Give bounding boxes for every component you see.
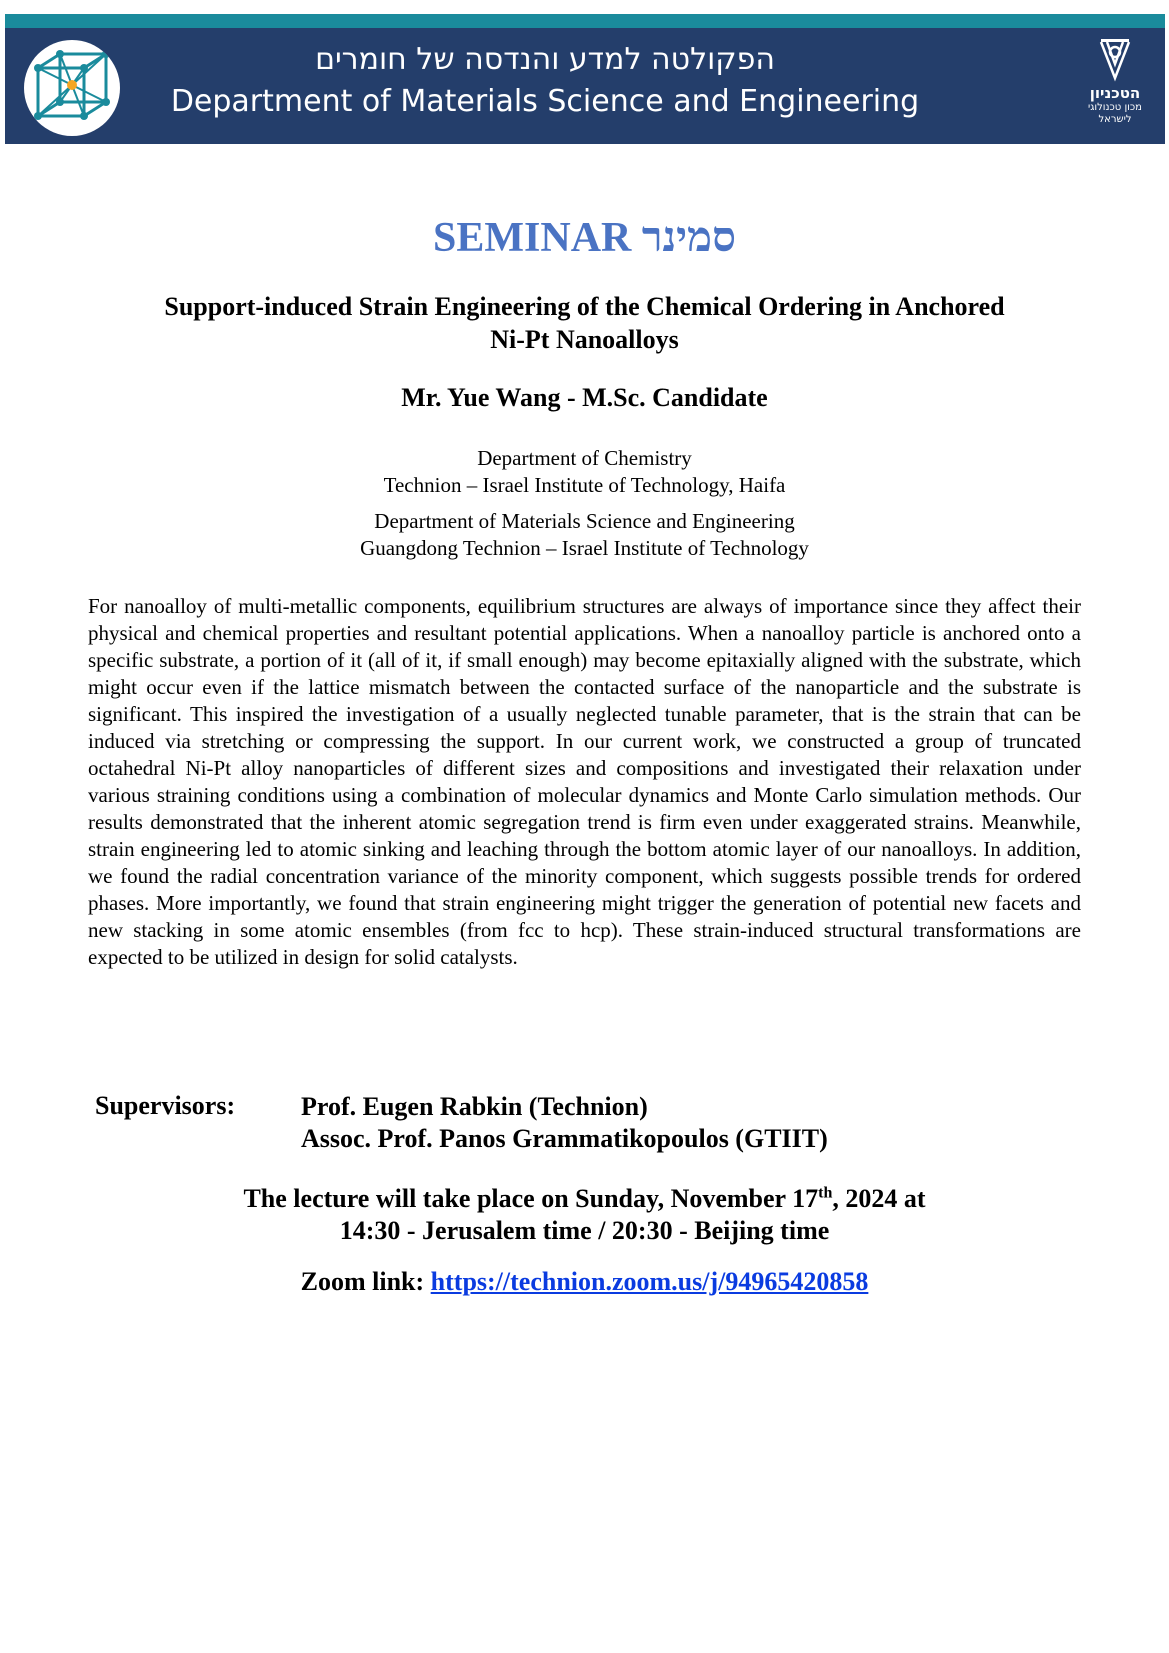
affiliation-2-department: Department of Materials Science and Engineering xyxy=(374,509,795,533)
lecture-date-ordinal: th xyxy=(818,1184,833,1202)
lecture-info xyxy=(0,1183,1169,1247)
lecture-date-suffix: , 2024 at xyxy=(832,1184,926,1213)
affiliation-1 xyxy=(0,445,1169,499)
talk-title-line-2: Ni-Pt Nanoalloys xyxy=(490,325,679,354)
supervisor-1: Prof. Eugen Rabkin (Technion) xyxy=(301,1092,648,1121)
abstract-paragraph: For nanoalloy of multi-metallic components, equilibrium structures are always of importance since they affect their physical and chemical properties and resultant potential applications. When a nanoalloy particle is anchored onto a specific substrate, a portion of it (all of it, if small enough) may become epitaxially aligned with the substrate, which might occur even if the lattice mismatch between the contacted surface of the nanoparticle and the substrate is significant. This inspired the investigation of a usually neglected tunable parameter, that is the strain that can be induced via stretching or compressing the support. In our current work, we constructed a group of truncated octahedral Ni-Pt alloy nanoparticles of different sizes and compositions and investigated their relaxation under various straining conditions using a combination of molecular dynamics and Monte Carlo simulation methods. Our results demonstrated that the inherent atomic segregation trend is firm even under exaggerated strains. Meanwhile, strain engineering led to atomic sinking and leaching through the bottom atomic layer of our nanoalloys. In addition, we found the radial concentration variance of the minority component, which suggests possible trends for ordered phases. More importantly, we found that strain engineering might trigger the generation of potential new facets and new stacking in some atomic ensembles (from fcc to hcp). These strain-induced structural transformations are expected to be utilized in design for solid catalysts. xyxy=(88,594,1081,969)
department-logo xyxy=(24,40,120,136)
seminar-label: SEMINAR סמינר xyxy=(433,215,736,261)
affiliation-2-institution: Guangdong Technion – Israel Institute of Technology xyxy=(360,536,809,560)
affiliation-1-department: Department of Chemistry xyxy=(477,446,692,470)
speaker-name: Mr. Yue Wang - M.Sc. Candidate xyxy=(401,383,768,412)
lecture-time-line: 14:30 - Jerusalem time / 20:30 - Beijing time xyxy=(339,1216,830,1245)
technion-emblem-icon xyxy=(1097,38,1133,82)
technion-name: הטכניון xyxy=(1089,84,1141,102)
supervisors-list xyxy=(301,1091,828,1155)
zoom-link[interactable]: https://technion.zoom.us/j/94965420858 xyxy=(430,1267,869,1296)
zoom-link-line xyxy=(0,1267,1169,1297)
zoom-link-label: Zoom link: xyxy=(300,1267,431,1296)
top-stripe xyxy=(5,14,1165,28)
technion-subtitle-1: מכון טכנולוגי xyxy=(1088,102,1142,113)
supervisors-label: Supervisors: xyxy=(95,1091,236,1120)
lecture-date-line xyxy=(0,1183,1169,1215)
lecture-date-prefix: The lecture will take place on Sunday, November 17 xyxy=(243,1184,819,1213)
hebrew-department-title: הפקולטה למדע והנדסה של חומרים xyxy=(315,42,775,77)
crystal-lattice-icon xyxy=(24,40,120,136)
affiliation-1-institution: Technion – Israel Institute of Technology, Haifa xyxy=(383,473,786,497)
english-department-title: Department of Materials Science and Engineering xyxy=(170,84,920,119)
header-banner xyxy=(5,28,1165,144)
technion-logo xyxy=(1080,38,1150,138)
talk-title-line-1: Support-induced Strain Engineering of the Chemical Ordering in Anchored xyxy=(164,292,1005,321)
talk-title xyxy=(80,290,1089,356)
supervisor-2: Assoc. Prof. Panos Grammatikopoulos (GTIIT) xyxy=(301,1124,828,1153)
affiliation-2 xyxy=(0,508,1169,562)
technion-subtitle-2: לישראל xyxy=(1098,114,1132,125)
